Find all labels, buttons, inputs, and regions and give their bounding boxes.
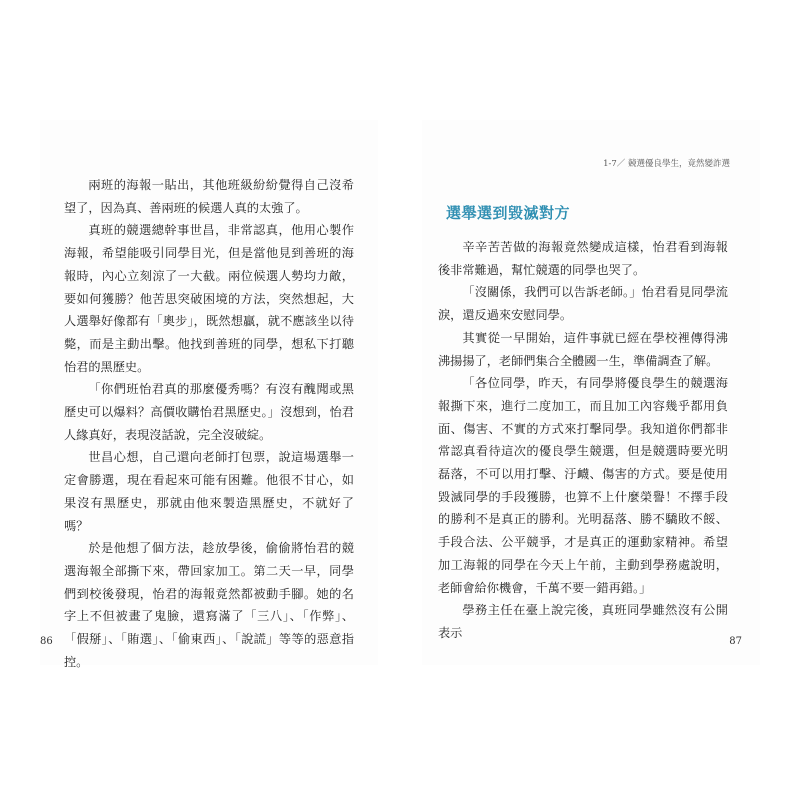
page-number: 87: [729, 636, 742, 647]
page-number: 86: [40, 636, 53, 647]
paragraph: 「各位同學，昨天，有同學將優良學生的競選海報撕下來，進行二度加工，而且加工內容幾乎都用負面、傷害、不實的方式來打擊同學。我知道你們都非常認真看待這次的優良學生競選，但是競選時要光明磊落，不可以用打擊、汙衊、傷害的方式。要是使用毀滅同學的手段獲勝，也算不上什麼榮譽！不擇手段的勝利不是真正的勝利。光明磊落、勝不驕敗不餒、手段合法、公平競爭，才是真正的運動家精神。希望加工海報的同學在今天上午前，主動到學務處說明，老師會給你機會，千萬不要一錯再錯。」: [438, 376, 728, 595]
paragraph: 世昌心想，自己還向老師打包票，說這場選舉一定會勝選，現在看起來可能有困難。他很不甘心，如果沒有黑歷史，那就由他來製造黑歷史，不就好了嗎？: [64, 450, 354, 533]
paragraph: 辛辛苦苦做的海報竟然變成這樣，怡君看到海報後非常難過，幫忙競選的同學也哭了。: [438, 240, 728, 277]
paragraph: 「你們班怡君真的那麼優秀嗎？有沒有醜聞或黑歷史可以爆料？高價收購怡君黑歷史。」沒想到，怡君人緣真好，表現沒話說，完全沒破綻。: [64, 382, 354, 442]
paragraph: 其實從一早開始，這件事就已經在學校裡傳得沸沸揚揚了，老師們集合全體國一生，準備調查了解。: [438, 330, 728, 368]
paragraph: 「沒關係，我們可以告訴老師。」怡君看見同學流淚，還反過來安慰同學。: [438, 285, 728, 323]
right-page-body: [438, 236, 728, 645]
paragraph: 學務主任在臺上說完後，真班同學雖然沒有公開表示: [438, 603, 728, 640]
section-heading: 選舉選到毀滅對方: [446, 204, 571, 222]
paragraph: 於是他想了個方法，趁放學後，偷偷將怡君的競選海報全部撕下來，帶回家加工。第二天一早，同學們到校後發現，怡君的海報竟然都被動手腳。她的名字上不但被畫了鬼臉，還寫滿了「三八」、「作弊」、「假掰」、「賄選」、「偷東西」、「說謊」等等的惡意指控。: [64, 541, 354, 669]
paragraph: 真班的競選總幹事世昌，非常認真，他用心製作海報，希望能吸引同學目光，但是當他見到善班的海報時，內心立刻涼了一大截。兩位候選人勢均力敵，要如何獲勝？他苦思突破困境的方法，突然想起，大人選舉好像都有「奧步」，既然想贏，就不應該坐以待斃，而是主動出擊。他找到善班的同學，想私下打聽怡君的黑歷史。: [64, 223, 354, 374]
paragraph: 兩班的海報一貼出，其他班級紛紛覺得自己沒希望了，因為真、善兩班的候選人真的太強了。: [64, 178, 354, 215]
running-head: 1-7／ 競選優良學生，竟然變詐選: [603, 159, 730, 169]
right-page: [422, 120, 760, 665]
left-page-body: [64, 174, 354, 673]
left-page: [40, 120, 378, 669]
